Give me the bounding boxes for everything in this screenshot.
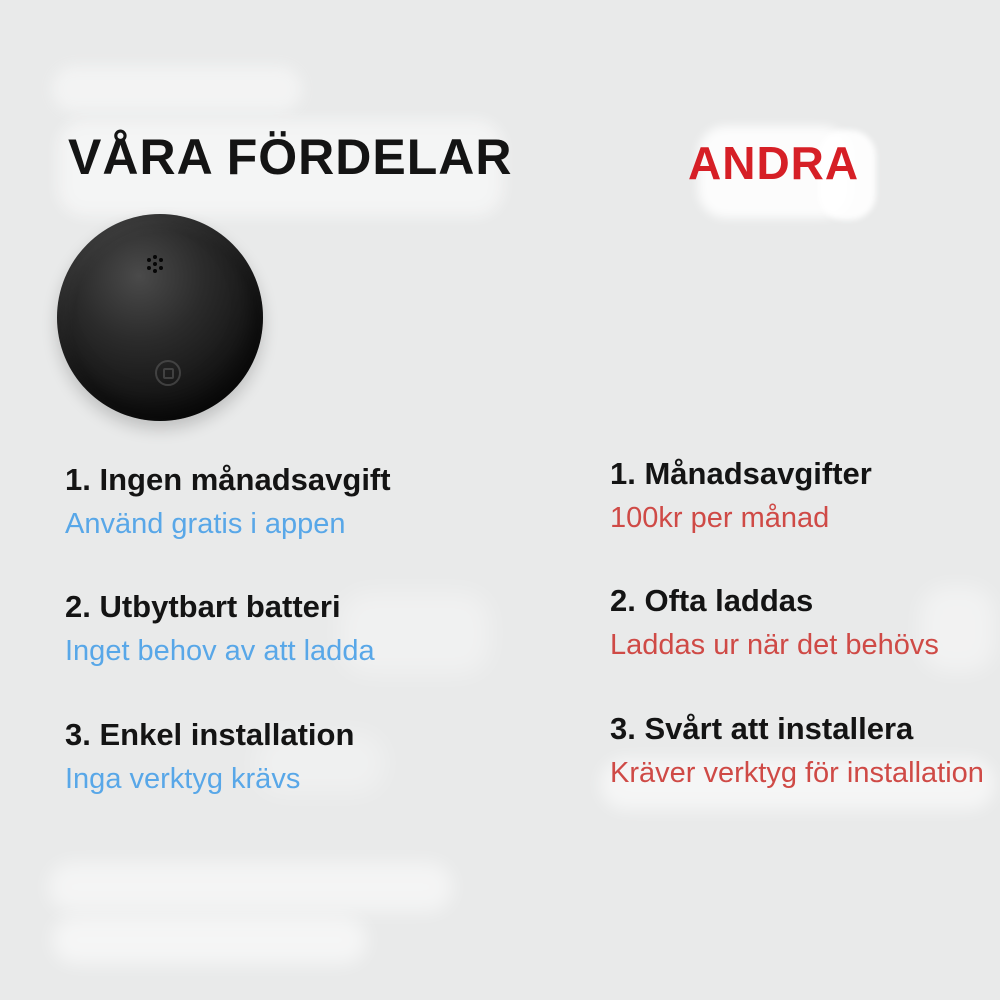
advantage-subtitle: Inget behov av att ladda	[65, 635, 375, 668]
advantage-subtitle: Inga verktyg krävs	[65, 762, 301, 795]
tracker-device-image	[57, 214, 263, 421]
our-advantages-title: VÅRA FÖRDELAR	[68, 129, 513, 185]
drawback-heading: 2. Ofta laddas	[610, 583, 814, 619]
drawback-subtitle: Laddas ur när det behövs	[610, 629, 939, 662]
list-item	[65, 462, 565, 541]
drawback-heading: 1. Månadsavgifter	[610, 456, 872, 491]
list-item	[610, 583, 1000, 662]
brand-logo-icon	[155, 360, 181, 386]
list-item	[610, 711, 1000, 790]
advantages-column	[65, 462, 565, 844]
ghost-smudge	[52, 916, 367, 964]
ghost-smudge	[52, 66, 302, 112]
drawback-heading: 3. Svårt att installera	[610, 710, 914, 746]
drawbacks-column	[610, 456, 1000, 838]
ghost-smudge	[48, 862, 453, 912]
drawback-subtitle: 100kr per månad	[610, 501, 830, 534]
advantage-subtitle: Använd gratis i appen	[65, 507, 346, 540]
drawback-subtitle: Kräver verktyg för installation	[610, 756, 984, 789]
brand-logo-core	[163, 368, 174, 379]
advantage-heading: 3. Enkel installation	[65, 716, 355, 752]
speaker-grille-icon	[153, 262, 157, 266]
others-title: ANDRA	[688, 137, 860, 189]
list-item	[65, 717, 565, 796]
list-item	[610, 456, 1000, 535]
advantage-heading: 2. Utbytbart batteri	[65, 589, 341, 625]
advantage-heading: 1. Ingen månadsavgift	[65, 462, 391, 497]
list-item	[65, 589, 565, 668]
